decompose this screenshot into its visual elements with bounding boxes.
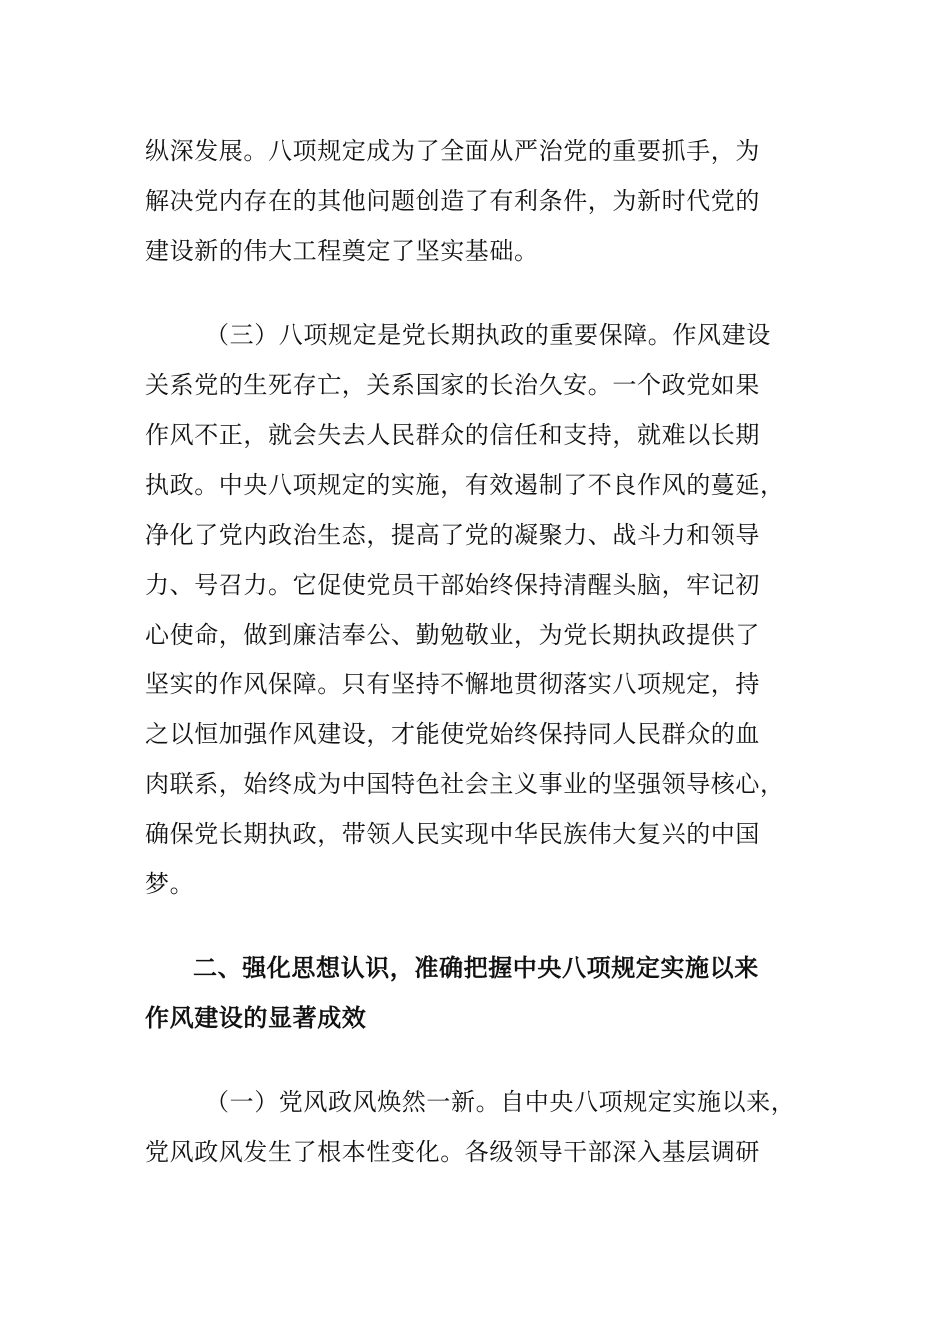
paragraph-line: 解决党内存在的其他问题创造了有利条件，为新时代党的: [145, 187, 760, 215]
paragraph-line: （一）党风政风焕然一新。自中央八项规定实施以来，: [205, 1088, 796, 1116]
paragraph-line: 力、号召力。它促使党员干部始终保持清醒头脑，牢记初: [145, 571, 760, 599]
section-heading: 作风建设的显著成效: [145, 1004, 367, 1032]
paragraph-line: 建设新的伟大工程奠定了坚实基础。: [145, 237, 539, 265]
paragraph-line: 坚实的作风保障。只有坚持不懈地贯彻落实八项规定，持: [145, 670, 760, 698]
paragraph-line: 净化了党内政治生态，提高了党的凝聚力、战斗力和领导: [145, 521, 760, 549]
section-heading: 二、强化思想认识，准确把握中央八项规定实施以来: [193, 954, 759, 982]
paragraph-line: （三）八项规定是党长期执政的重要保障。作风建设: [205, 321, 771, 349]
paragraph-line: 肉联系，始终成为中国特色社会主义事业的坚强领导核心，: [145, 770, 785, 798]
paragraph-line: 确保党长期执政，带领人民实现中华民族伟大复兴的中国: [145, 820, 760, 848]
paragraph-line: 纵深发展。八项规定成为了全面从严治党的重要抓手，为: [145, 137, 760, 165]
paragraph-line: 之以恒加强作风建设，才能使党始终保持同人民群众的血: [145, 720, 760, 748]
paragraph-line: 心使命，做到廉洁奉公、勤勉敬业，为党长期执政提供了: [145, 621, 760, 649]
paragraph-line: 作风不正，就会失去人民群众的信任和支持，就难以长期: [145, 421, 760, 449]
paragraph-line: 梦。: [145, 870, 195, 898]
paragraph-line: 党风政风发生了根本性变化。各级领导干部深入基层调研: [145, 1138, 760, 1166]
paragraph-line: 执政。中央八项规定的实施，有效遏制了不良作风的蔓延，: [145, 471, 785, 499]
paragraph-line: 关系党的生死存亡，关系国家的长治久安。一个政党如果: [145, 371, 760, 399]
